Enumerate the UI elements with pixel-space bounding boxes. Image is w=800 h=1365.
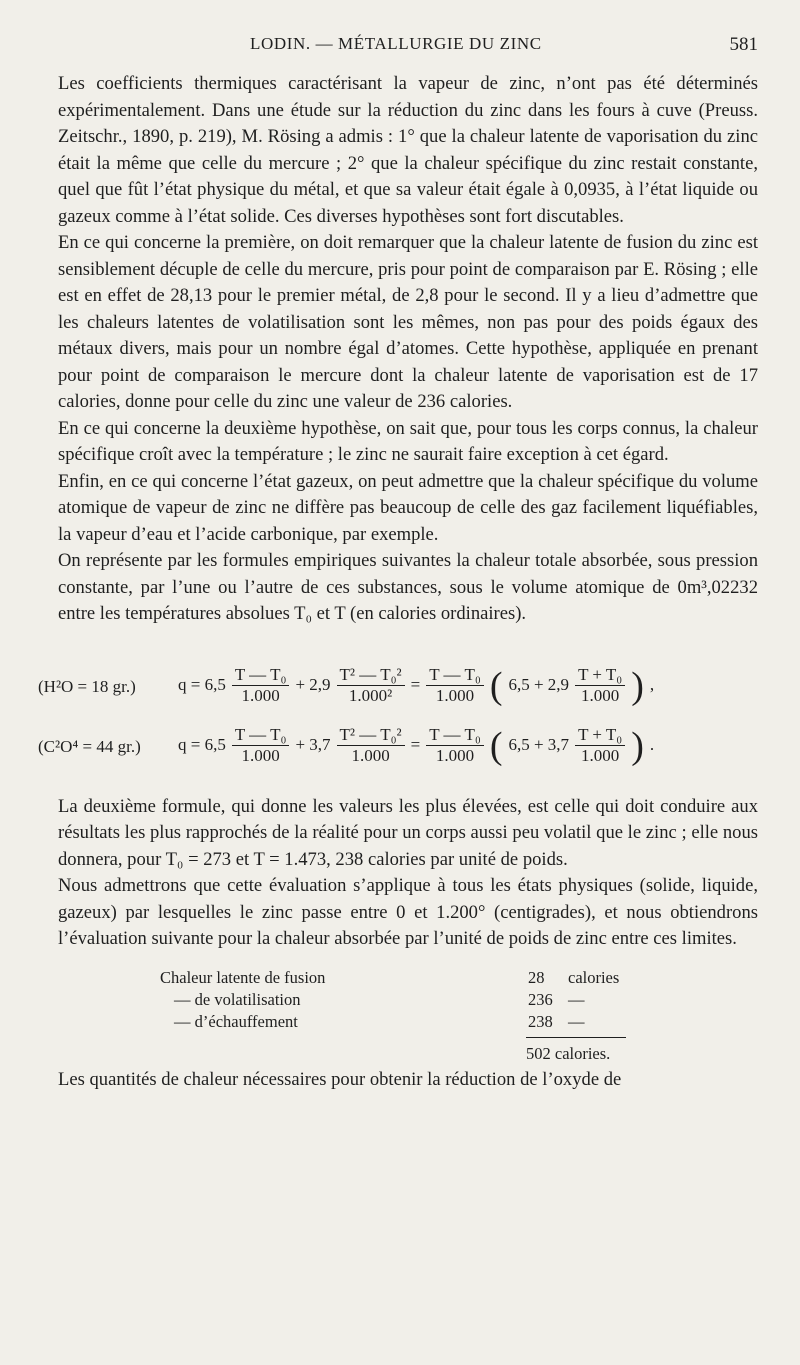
paragraph-2: En ce qui concerne la première, on doit remarquer que la chaleur latente de fusion du zinc est sensiblement décuple de celle du mercure, pris pour point de comparaison par E. Rösing ; elle est en effet de 28,13 pour le premier métal, de 2,8 pour le second. Il y a lieu d’admettre que les chaleurs latentes de volatilisation sont les mêmes, non pas pour des poids égaux des métaux divers, mais pour un nombre égal d’atomes. Cette hypothèse, appliquée en prenant pour point de comparaison le mercure dont la chaleur latente de vaporisation est de 17 calories, donne pour celle du zinc une valeur de 236 calories. <box>58 232 758 412</box>
ledger-label: — de volatilisation <box>174 989 301 1009</box>
ledger-label: Chaleur latente de fusion <box>160 967 326 987</box>
fraction: $\frac{\text{T — T₀}}{1.000}$ <box>232 725 290 766</box>
formula-term: 6,5 + 2,9 <box>508 675 570 695</box>
ledger-value: 238 <box>528 1011 553 1031</box>
left-paren: ( <box>489 664 503 707</box>
header-title: LODIN. — MÉTALLURGIE DU ZINC <box>250 34 542 53</box>
ledger-total: 502 calories. <box>526 1043 611 1063</box>
equals-sign: = <box>410 735 421 755</box>
formula-water <box>38 656 758 716</box>
formula-water-label: (H²O = 18 gr.) <box>38 676 136 696</box>
formula-carbonic-label: (C²O⁴ = 44 gr.) <box>38 736 141 756</box>
ledger-row <box>58 967 758 989</box>
ledger-value: 28 <box>528 967 545 987</box>
fraction: $\frac{\text{T² — T₀²}}{\text{1.000²}}$ <box>337 665 405 706</box>
paragraph-8: Les quantités de chaleur nécessaires pour obtenir la réduction de l’oxyde de <box>58 1068 622 1090</box>
running-header <box>58 34 758 60</box>
ledger-unit: — <box>568 1011 585 1031</box>
paragraph-4: Enfin, en ce qui concerne l’état gazeux, on peut admettre que la chaleur spécifique du volume atomique de vapeur de zinc ne diffère pas beaucoup de celle des gaz facilement liquéfiables, la vapeur d’eau et l’acide carbonique, par exemple. <box>58 470 758 545</box>
fraction: $\frac{\text{T — T₀}}{1.000}$ <box>426 725 484 766</box>
paragraph-7: Nous admettrons que cette évaluation s’applique à tous les états physiques (solide, liquide, gazeux) par lesquelles le zinc passe entre 0 et 1.200° (centigrades), et nous obtiendrons l’évaluation suivante pour la chaleur absorbée par l’unité de poids de zinc entre ces limites. <box>58 875 758 949</box>
formula-term: + 2,9 <box>295 675 331 695</box>
formula-term: + 3,7 <box>295 735 331 755</box>
ledger-total-row <box>58 1033 758 1067</box>
formula-carbonic-q: q = 6,5 <box>178 735 226 755</box>
fraction: $\frac{\text{T — T₀}}{1.000}$ <box>426 665 484 706</box>
formula-carbonic <box>38 716 758 776</box>
fraction: $\frac{\text{T + T₀}}{1.000}$ <box>575 725 625 766</box>
paragraph-1: Les coefficients thermiques caractérisant la vapeur de zinc, n’ont pas été déterminés expérimentalement. Dans une étude sur la réduction du zinc dans les fours à cuve (Preuss. Zeitschr., 1890, p. 219), M. Rösing a admis : 1° que la chaleur latente de vaporisation du zinc était la même que celle du mercure ; 2° que la chaleur spécifique du zinc restait constante, quel que fût l’état physique du métal, et que sa valeur était égale à 0,0935, à l’état liquide ou gazeux comme à l’état solide. Ces diverses hypothèses sont fort discutables. <box>58 73 758 227</box>
equals-sign: = <box>410 675 421 695</box>
paragraph-3: En ce qui concerne la deuxième hypothèse, on sait que, pour tous les corps connus, la chaleur spécifique croît avec la température ; le zinc ne saurait faire exception à cet égard. <box>58 417 758 465</box>
heat-ledger <box>58 967 758 1067</box>
fraction: $\frac{\text{T — T₀}}{1.000}$ <box>232 665 290 706</box>
sum-rule <box>526 1037 626 1038</box>
ledger-row <box>58 1011 758 1033</box>
page-body <box>38 71 758 1093</box>
left-paren: ( <box>489 724 503 767</box>
right-paren: ) <box>631 724 644 767</box>
formula-end: , <box>649 675 655 695</box>
fraction: $\frac{\text{T² — T₀²}}{1.000}$ <box>337 725 405 766</box>
ledger-row <box>58 989 758 1011</box>
fraction: $\frac{\text{T + T₀}}{1.000}$ <box>575 665 625 706</box>
paragraph-6: La deuxième formule, qui donne les valeurs les plus élevées, est celle qui doit conduire aux résultats les plus rapprochés de la réalité pour un corps aussi peu volatil que le zinc ; elle nous donnera, pour T₀ = 273 et T = 1.473, 238 calories par unité de poids. <box>58 795 758 870</box>
paragraph-5: On représente par les formules empiriques suivantes la chaleur totale absorbée, sous pression constante, par l’une ou l’autre de ces substances, sous le volume atomique de 0m³,02232 entre les températures absolues T₀ et T (en calories ordinaires). <box>58 550 758 624</box>
ledger-unit: — <box>568 989 585 1009</box>
formula-end: . <box>649 735 655 755</box>
formula-term: 6,5 + 3,7 <box>508 735 570 755</box>
ledger-label: — d’échauffement <box>174 1011 298 1031</box>
ledger-unit: calories <box>568 967 620 987</box>
formula-water-q: q = 6,5 <box>178 675 226 695</box>
page-number: 581 <box>729 34 758 55</box>
ledger-value: 236 <box>528 989 553 1009</box>
right-paren: ) <box>631 664 644 707</box>
